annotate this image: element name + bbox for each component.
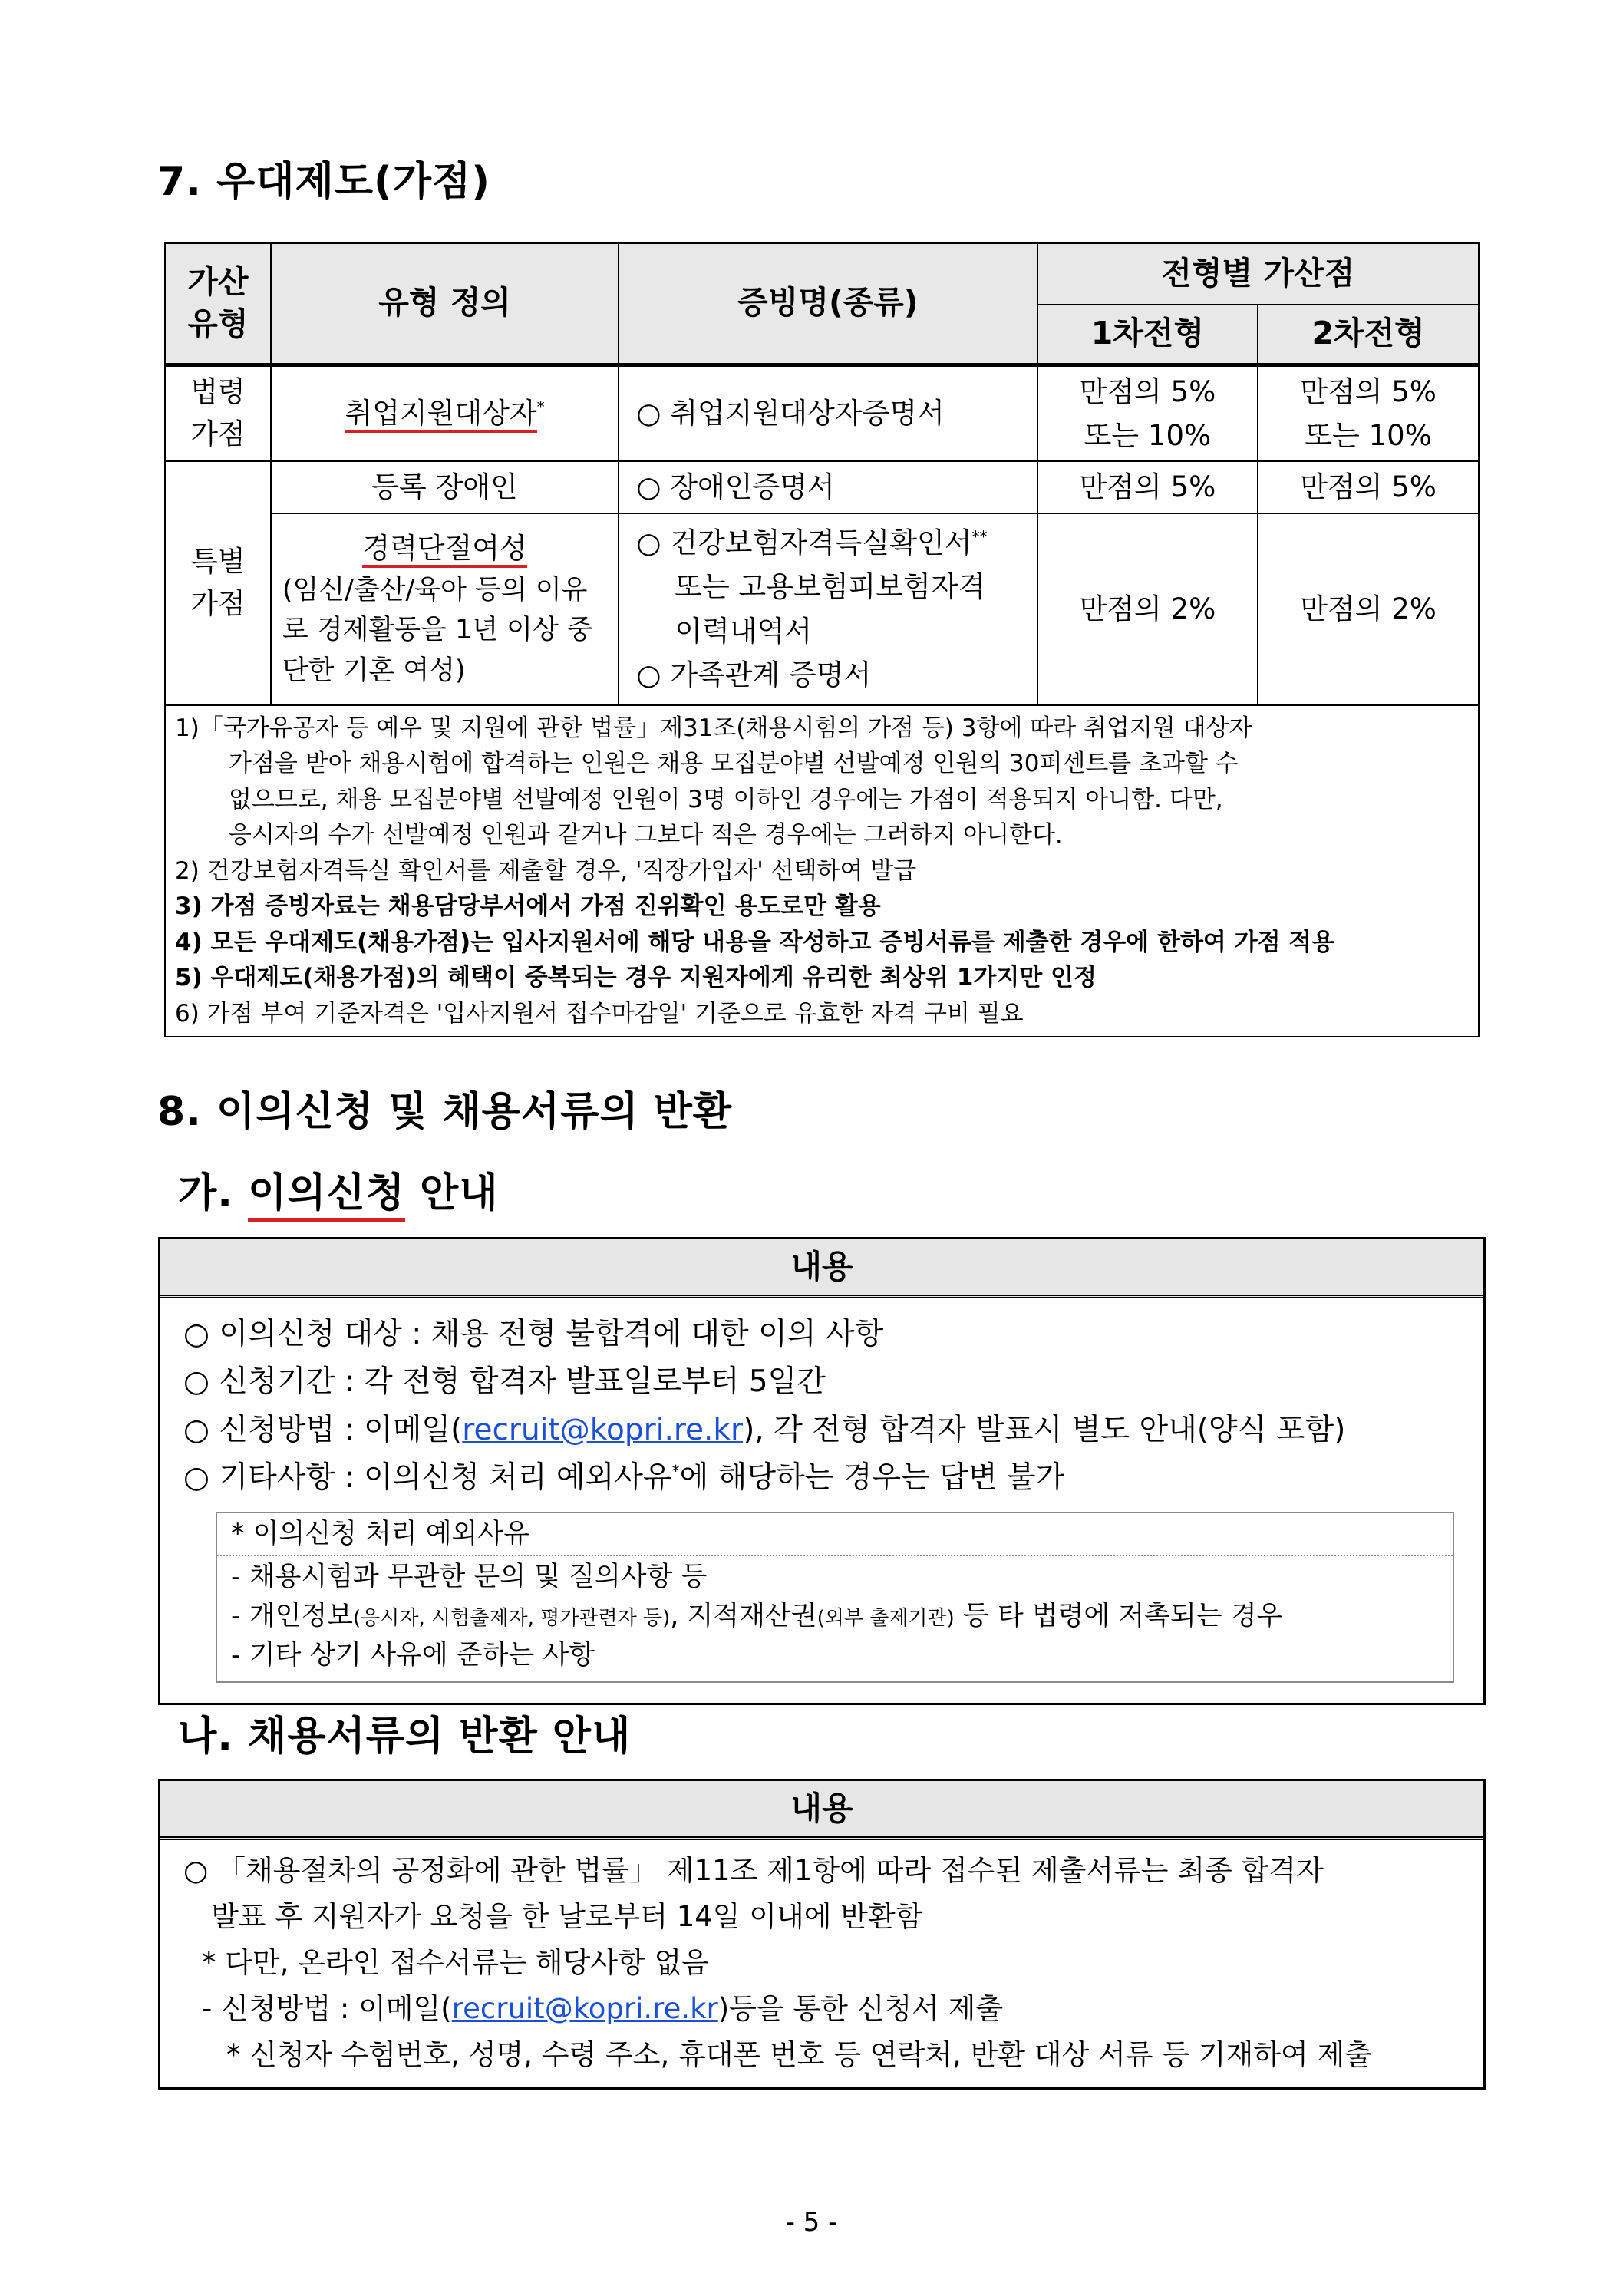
other-suffix: 에 해당하는 경우는 답변 불가 — [679, 1460, 1065, 1496]
exception-item: - 채용시험과 무관한 문의 및 질의사항 등 — [231, 1562, 708, 1593]
email-link[interactable]: recruit@kopri.re.kr — [462, 1412, 744, 1447]
bonus-points-table — [164, 242, 1480, 1037]
header-stage2: 2차전형 — [1258, 305, 1479, 365]
header-stage1: 1차전형 — [1037, 305, 1258, 365]
row3-stage1: 만점의 2% — [1037, 513, 1258, 705]
row1-definition-cell — [271, 365, 619, 461]
exceptions-box — [216, 1512, 1454, 1683]
other-prefix: ○ 기타사항 : 이의신청 처리 예외사유 — [183, 1460, 672, 1496]
row1-definition-mark: * — [536, 398, 545, 417]
objection-box-body — [160, 1298, 1483, 1703]
objection-item-target: ○ 이의신청 대상 : 채용 전형 불합격에 대한 이의 사항 — [183, 1317, 884, 1351]
header-points-group: 전형별 가산점 — [1037, 243, 1479, 305]
note-1: 1)「국가유공자 등 예우 및 지원에 관한 법률」제31조(채용시험의 가점 등) 3항에 따라 취업지원 대상자 — [175, 714, 1252, 742]
method-prefix: ○ 신청방법 : 이메일( — [183, 1412, 463, 1447]
row2-proof: ○ 장애인증명서 — [619, 461, 1037, 513]
header-definition: 유형 정의 — [271, 243, 619, 365]
exceptions-list — [217, 1556, 1453, 1681]
row3-proof-line4: ○ 가족관계 증명서 — [636, 658, 872, 691]
exc2-a: - 개인정보 — [231, 1601, 353, 1632]
objection-box — [158, 1237, 1486, 1705]
other-mark: * — [671, 1462, 680, 1481]
row2-category-text: 특별 가점 — [190, 544, 246, 621]
row3-definition-detail: (임신/출산/육아 등의 이유로 경제활동을 1년 이상 중단한 기혼 여성) — [282, 574, 593, 686]
objection-box-header: 내용 — [160, 1239, 1483, 1298]
row1-category-text: 법령 가점 — [190, 374, 246, 451]
method-suffix: ), 각 전형 합격자 발표시 별도 안내(양식 포함) — [743, 1412, 1346, 1447]
row1-category — [165, 365, 271, 461]
return-docs-box — [158, 1779, 1486, 2090]
sub-b-title: 나. 채용서류의 반환 안내 — [178, 1714, 632, 1760]
exc2-b: (응시자, 시험출제자, 평가관련자 등) — [353, 1607, 671, 1631]
row1-proof: ○ 취업지원대상자증명서 — [619, 365, 1037, 461]
objection-item-other — [183, 1454, 1460, 1502]
row3-proof-line1: ○ 건강보험자격득실확인서 — [636, 526, 972, 559]
return-line4-suffix: )등을 통한 신청서 제출 — [717, 1991, 1004, 2025]
page-number: - 5 - — [785, 2207, 838, 2238]
row1-stage1: 만점의 5% 또는 10% — [1037, 365, 1258, 461]
row1-stage2: 만점의 5% 또는 10% — [1258, 365, 1479, 461]
table-row — [165, 513, 1479, 705]
return-line2: 발표 후 지원자가 요청을 한 날로부터 14일 이내에 반환함 — [211, 1899, 923, 1933]
section7-title: 7. 우대제도(가점) — [157, 159, 490, 205]
note-2: 2) 건강보험자격득실 확인서를 제출할 경우, '직장가입자' 선택하여 발급 — [175, 856, 917, 885]
return-line5: * 신청자 수험번호, 성명, 수령 주소, 휴대폰 번호 등 연락처, 반환 대상 서류 등 기재하여 제출 — [226, 2037, 1372, 2071]
row2-definition-cell — [271, 461, 619, 513]
row2-stage2: 만점의 5% — [1258, 461, 1479, 513]
return-docs-box-header: 내용 — [160, 1781, 1483, 1840]
exc2-c: , 지적재산권 — [670, 1601, 817, 1632]
exc2-e: 등 타 법령에 저촉되는 경우 — [954, 1601, 1283, 1632]
section8-title: 8. 이의신청 및 채용서류의 반환 — [157, 1089, 733, 1135]
note-5: 5) 우대제도(채용가점)의 혜택이 중복되는 경우 지원자에게 유리한 최상위 1가지만 인정 — [175, 964, 1097, 992]
objection-item-period: ○ 신청기간 : 각 전형 합격자 발표일로부터 5일간 — [183, 1364, 826, 1400]
exc2-d: (외부 출제기관) — [816, 1607, 955, 1631]
row3-proof-line2: 또는 고용보험피보험자격 — [675, 570, 986, 604]
return-docs-box-body — [160, 1840, 1483, 2087]
row1-definition: 취업지원대상자 — [345, 397, 536, 433]
row3-definition-title: 경력단절여성 — [362, 532, 526, 568]
note-6: 6) 가점 부여 기준자격은 '입사지원서 접수마감일' 기준으로 유효한 자격 구비 필요 — [175, 999, 1024, 1028]
row3-proof-cell — [619, 513, 1037, 705]
note-3: 3) 가점 증빙자료는 채용담당부서에서 가점 진위확인 용도로만 활용 — [175, 892, 881, 921]
objection-item-method — [183, 1407, 1460, 1454]
note-1-cont-a: 가점을 받아 채용시험에 합격하는 인원은 채용 모집분야별 선발예정 인원의 30퍼센트를 초과할 수 — [229, 750, 1239, 778]
note-4: 4) 모든 우대제도(채용가점)는 입사지원서에 해당 내용을 작성하고 증빙서류를 제출한 경우에 한하여 가점 적용 — [175, 928, 1335, 956]
row3-stage2: 만점의 2% — [1258, 513, 1479, 705]
exception-item-privacy — [231, 1597, 1439, 1636]
exceptions-title: * 이의신청 처리 예외사유 — [217, 1513, 1453, 1557]
table-row — [165, 365, 1479, 461]
row3-proof-line3: 이력내역서 — [675, 614, 812, 648]
return-line4 — [183, 1986, 1474, 2032]
sub-a-title — [178, 1160, 499, 1218]
notes-cell — [165, 705, 1479, 1037]
table-row — [165, 461, 1479, 513]
sub-a-prefix: 가. — [178, 1170, 249, 1216]
notes-row — [165, 705, 1479, 1037]
row2-category — [165, 461, 271, 704]
return-line1: ○ 「채용절차의 공정화에 관한 법률」 제11조 제1항에 따라 접수된 제출서류는 최종 합격자 — [183, 1854, 1324, 1887]
return-line4-prefix: - 신청방법 : 이메일( — [202, 1991, 452, 2025]
row3-proof-mark: ** — [971, 527, 988, 546]
row3-definition-cell — [271, 513, 619, 705]
return-email-link[interactable]: recruit@kopri.re.kr — [451, 1991, 718, 2025]
header-type: 가산 유형 — [165, 243, 271, 365]
note-1-cont-b: 없으므로, 채용 모집분야별 선발예정 인원이 3명 이하인 경우에는 가점이 적용되지 아니함. 다만, — [229, 785, 1223, 813]
sub-a-suffix: 안내 — [405, 1170, 499, 1216]
exception-item: - 기타 상기 사유에 준하는 사항 — [231, 1639, 595, 1671]
row2-definition: 등록 장애인 — [371, 470, 518, 504]
return-line3: * 다만, 온라인 접수서류는 해당사항 없음 — [202, 1945, 709, 1979]
note-1-cont-c: 응시자의 수가 선발예정 인원과 같거나 그보다 적은 경우에는 그러하지 아니한다. — [229, 821, 1063, 849]
sub-a-title-underlined: 이의신청 — [248, 1170, 405, 1222]
header-proof: 증빙명(종류) — [619, 243, 1037, 365]
row2-stage1: 만점의 5% — [1037, 461, 1258, 513]
